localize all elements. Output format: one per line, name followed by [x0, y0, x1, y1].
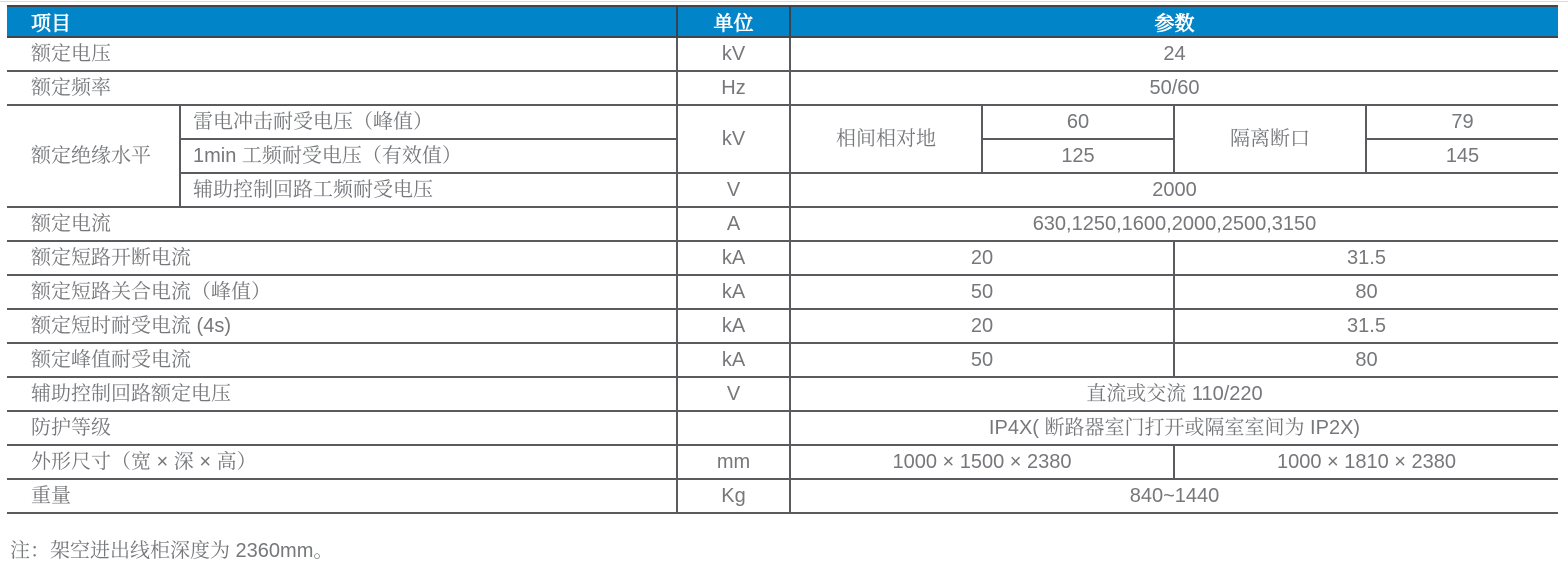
table-row	[7, 479, 1558, 513]
dimensions-label: 外形尺寸（宽 × 深 × 高）	[7, 445, 677, 479]
auxiliary-circuit-unit: V	[677, 173, 790, 207]
auxiliary-circuit-value: 2000	[790, 173, 1558, 207]
dimensions-unit: mm	[677, 445, 790, 479]
weight-unit: Kg	[677, 479, 790, 513]
header-item: 项目	[7, 6, 677, 37]
insulation-level-label: 额定绝缘水平	[7, 105, 180, 207]
table-row	[7, 37, 1558, 71]
lightning-impulse-label: 雷电冲击耐受电压（峰值）	[180, 105, 677, 139]
table-row	[7, 377, 1558, 411]
table-row	[7, 411, 1558, 445]
table-header	[7, 6, 1558, 37]
short-circuit-making-unit: kA	[677, 275, 790, 309]
auxiliary-rated-voltage-label: 辅助控制回路额定电压	[7, 377, 677, 411]
isolating-break-label: 隔离断口	[1174, 105, 1366, 173]
rated-current-unit: A	[677, 207, 790, 241]
rated-voltage-label: 额定电压	[7, 37, 677, 71]
isolating-break-lightning-value: 79	[1366, 105, 1558, 139]
phase-to-ground-label: 相间相对地	[790, 105, 982, 173]
weight-value: 840~1440	[790, 479, 1558, 513]
phase-to-ground-power-freq-value: 125	[982, 139, 1174, 173]
short-circuit-making-label: 额定短路关合电流（峰值）	[7, 275, 677, 309]
short-time-withstand-unit: kA	[677, 309, 790, 343]
dimensions-value-a: 1000 × 1500 × 2380	[790, 445, 1174, 479]
rated-current-label: 额定电流	[7, 207, 677, 241]
phase-to-ground-lightning-value: 60	[982, 105, 1174, 139]
header-unit: 单位	[677, 6, 790, 37]
table-row	[7, 241, 1558, 275]
table-row	[7, 207, 1558, 241]
power-frequency-label: 1min 工频耐受电压（有效值）	[180, 139, 677, 173]
rated-voltage-value: 24	[790, 37, 1558, 71]
footnote: 注：架空进出线柜深度为 2360mm。	[10, 540, 334, 562]
protection-degree-value: IP4X( 断路器室门打开或隔室室间为 IP2X)	[790, 411, 1558, 445]
peak-withstand-unit: kA	[677, 343, 790, 377]
short-time-withstand-value-b: 31.5	[1174, 309, 1558, 343]
table-row	[7, 445, 1558, 479]
table-row	[7, 173, 1558, 207]
peak-withstand-label: 额定峰值耐受电流	[7, 343, 677, 377]
auxiliary-rated-voltage-value: 直流或交流 110/220	[790, 377, 1558, 411]
header-parameter: 参数	[790, 6, 1558, 37]
header-row	[7, 6, 1558, 37]
short-circuit-breaking-label: 额定短路开断电流	[7, 241, 677, 275]
weight-label: 重量	[7, 479, 677, 513]
short-time-withstand-label: 额定短时耐受电流 (4s)	[7, 309, 677, 343]
table-row	[7, 343, 1558, 377]
table-row	[7, 71, 1558, 105]
rated-frequency-value: 50/60	[790, 71, 1558, 105]
short-circuit-breaking-value-a: 20	[790, 241, 1174, 275]
spec-table	[7, 5, 1558, 514]
table-row	[7, 309, 1558, 343]
short-circuit-making-value-b: 80	[1174, 275, 1558, 309]
short-circuit-breaking-unit: kA	[677, 241, 790, 275]
protection-degree-label: 防护等级	[7, 411, 677, 445]
rated-frequency-unit: Hz	[677, 71, 790, 105]
protection-degree-unit	[677, 411, 790, 445]
short-circuit-breaking-value-b: 31.5	[1174, 241, 1558, 275]
isolating-break-power-freq-value: 145	[1366, 139, 1558, 173]
auxiliary-rated-voltage-unit: V	[677, 377, 790, 411]
auxiliary-circuit-label: 辅助控制回路工频耐受电压	[180, 173, 677, 207]
rated-frequency-label: 额定频率	[7, 71, 677, 105]
rated-current-value: 630,1250,1600,2000,2500,3150	[790, 207, 1558, 241]
peak-withstand-value-a: 50	[790, 343, 1174, 377]
table-row	[7, 275, 1558, 309]
dimensions-value-b: 1000 × 1810 × 2380	[1174, 445, 1558, 479]
peak-withstand-value-b: 80	[1174, 343, 1558, 377]
table-row	[7, 105, 1558, 139]
insulation-hv-unit: kV	[677, 105, 790, 173]
short-circuit-making-value-a: 50	[790, 275, 1174, 309]
short-time-withstand-value-a: 20	[790, 309, 1174, 343]
top-divider	[0, 1, 1568, 2]
rated-voltage-unit: kV	[677, 37, 790, 71]
